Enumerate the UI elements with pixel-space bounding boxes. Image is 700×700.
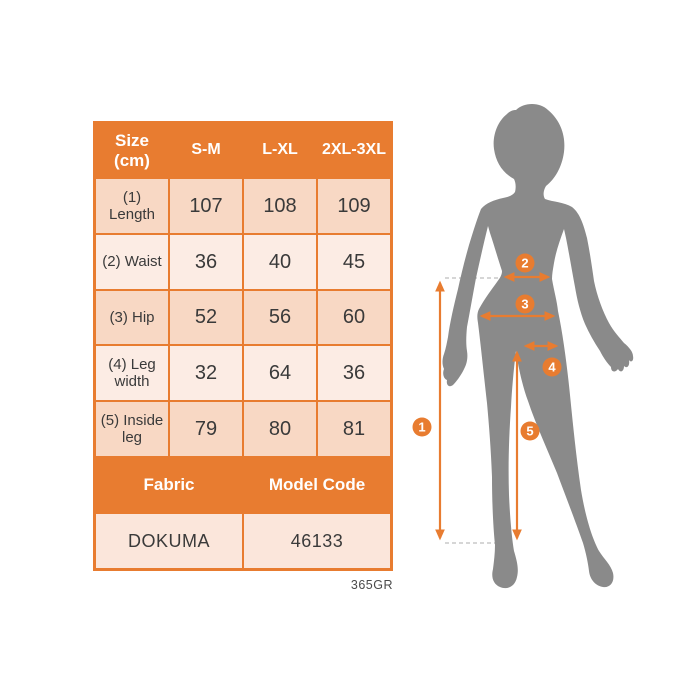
col-header-s-m: S-M — [170, 124, 242, 177]
value-leg-width-lxl: 64 — [244, 346, 316, 400]
figure-svg — [400, 95, 660, 610]
fabric-header: Fabric — [96, 458, 242, 512]
marker-number: 2 — [521, 255, 529, 271]
marker-number: 3 — [521, 296, 529, 312]
value-hip-2xl3xl: 60 — [318, 291, 390, 344]
fabric-value: DOKUMA — [96, 514, 242, 568]
value-length-sm: 107 — [170, 179, 242, 233]
value-waist-sm: 36 — [170, 235, 242, 289]
row-label-waist: (2) Waist — [96, 235, 168, 289]
col-header-l-xl: L-XL — [244, 124, 316, 177]
value-waist-lxl: 40 — [244, 235, 316, 289]
value-length-2xl3xl: 109 — [318, 179, 390, 233]
value-inside-leg-sm: 79 — [170, 402, 242, 456]
marker-badge-5 — [521, 422, 540, 441]
marker-number: 5 — [526, 423, 534, 439]
model-code-header: Model Code — [244, 458, 390, 512]
marker-number: 1 — [418, 419, 426, 435]
row-label-hip: (3) Hip — [96, 291, 168, 344]
measurement-figure — [400, 95, 660, 610]
model-code-value: 46133 — [244, 514, 390, 568]
row-label-leg-width: (4) Leg width — [96, 346, 168, 400]
value-hip-sm: 52 — [170, 291, 242, 344]
col-header-size-cm: Size (cm) — [96, 124, 168, 177]
row-label-inside-leg: (5) Inside leg — [96, 402, 168, 456]
marker-badge-4 — [543, 358, 562, 377]
row-label-length: (1) Length — [96, 179, 168, 233]
weight-note: 365GR — [350, 578, 393, 592]
marker-number: 4 — [548, 359, 556, 375]
value-length-lxl: 108 — [244, 179, 316, 233]
col-header-2xl-3xl: 2XL-3XL — [318, 124, 390, 177]
marker-badge-3 — [516, 295, 535, 314]
value-inside-leg-2xl3xl: 81 — [318, 402, 390, 456]
value-waist-2xl3xl: 45 — [318, 235, 390, 289]
value-hip-lxl: 56 — [244, 291, 316, 344]
marker-badge-2 — [516, 254, 535, 273]
size-table — [93, 121, 393, 571]
value-inside-leg-lxl: 80 — [244, 402, 316, 456]
value-leg-width-sm: 32 — [170, 346, 242, 400]
marker-badge-1 — [413, 418, 432, 437]
value-leg-width-2xl3xl: 36 — [318, 346, 390, 400]
